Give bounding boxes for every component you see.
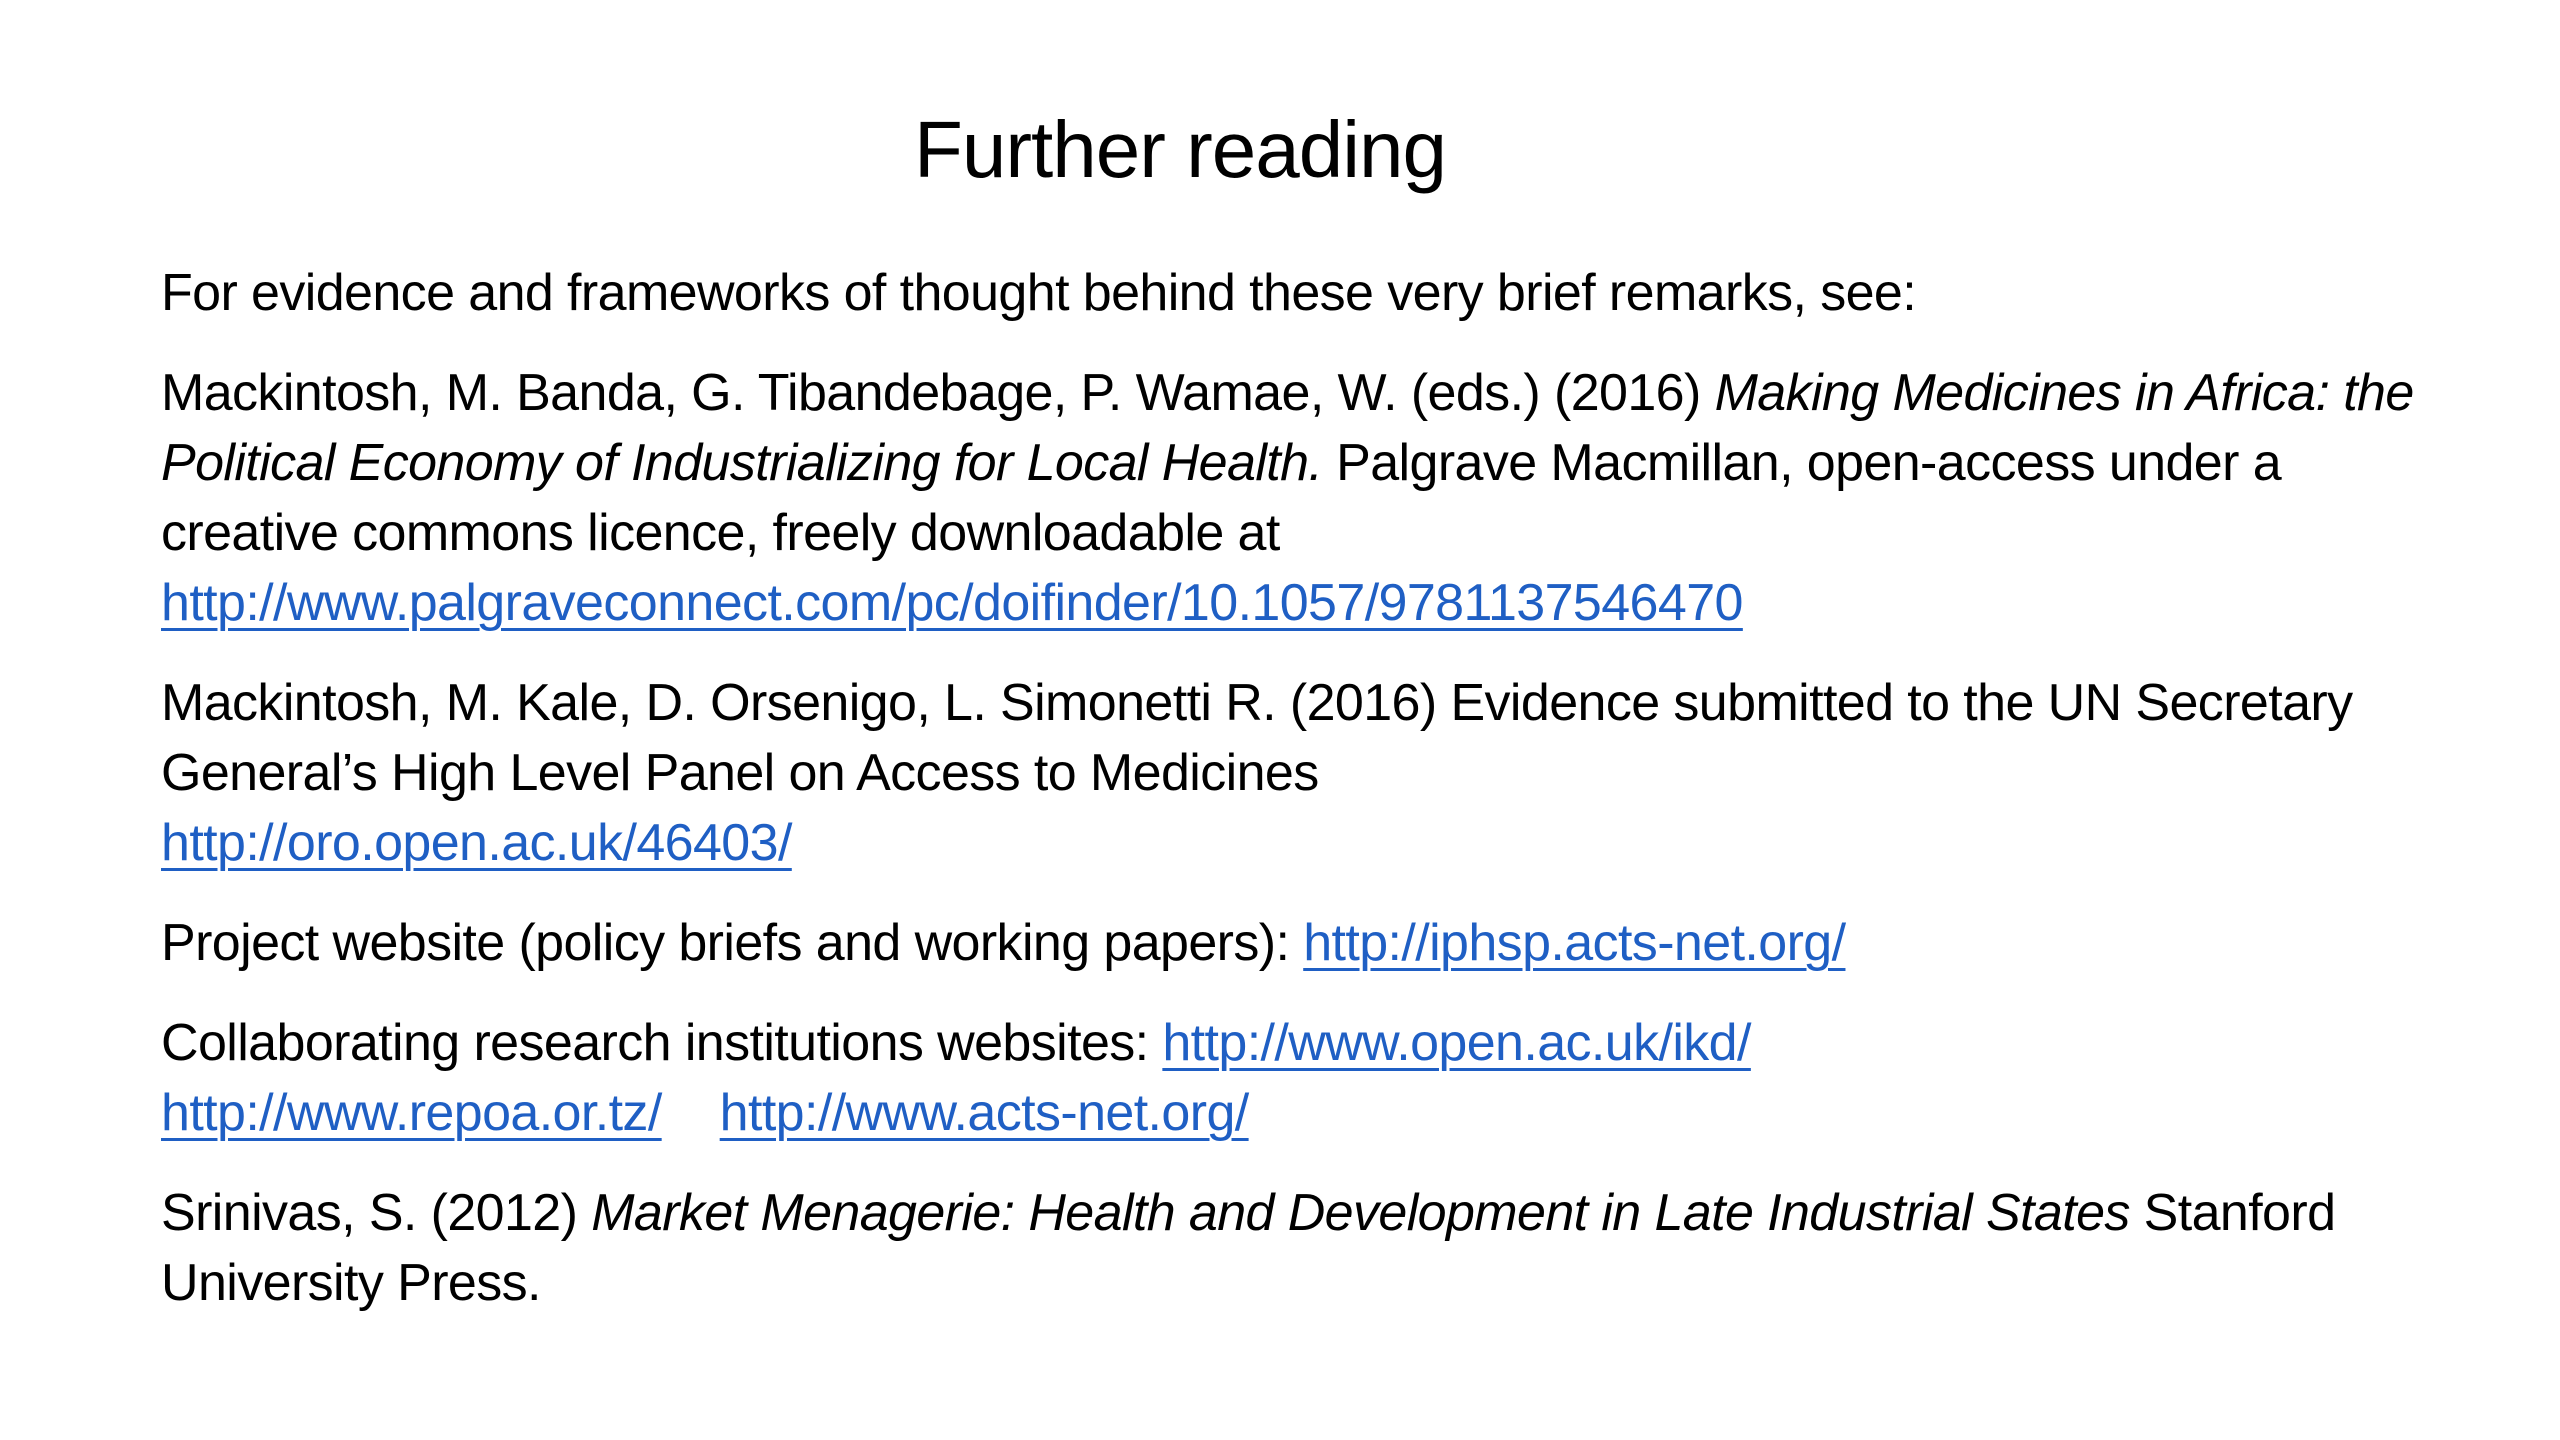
reference-2-text: Mackintosh, M. Kale, D. Orsenigo, L. Simonetti R. (2016) Evidence submitted to the UN Secretary General’s High Level Panel on Access to Medicines <box>161 674 2353 802</box>
slide-body <box>161 258 2421 1348</box>
repoa-link[interactable]: http://www.repoa.or.tz/ <box>161 1084 662 1142</box>
project-website <box>161 908 2421 978</box>
reference-1 <box>161 358 2421 638</box>
iphsp-link[interactable]: http://iphsp.acts-net.org/ <box>1303 914 1846 972</box>
acts-net-link[interactable]: http://www.acts-net.org/ <box>719 1084 1249 1142</box>
reference-srinivas-publisher: Stanford University Press. <box>161 1184 2336 1312</box>
collaborating-institutions <box>161 1008 2421 1148</box>
reference-1-publisher: Palgrave Macmillan, open-access under a creative commons licence, freely downloadable at <box>161 434 2282 562</box>
slide-title: Further reading <box>914 105 1446 194</box>
intro-text: For evidence and frameworks of thought behind these very brief remarks, see: <box>161 264 1917 322</box>
reference-srinivas-title: Market Menagerie: Health and Development in Late Industrial States <box>591 1184 2130 1242</box>
oro-link[interactable]: http://oro.open.ac.uk/46403/ <box>161 814 792 872</box>
reference-1-authors: Mackintosh, M. Banda, G. Tibandebage, P. Wamae, W. (eds.) (2016) <box>161 364 1715 422</box>
reference-srinivas-authors: Srinivas, S. (2012) <box>161 1184 592 1242</box>
collaborating-institutions-label: Collaborating research institutions websites: <box>161 1014 1163 1072</box>
reference-2 <box>161 668 2421 878</box>
reference-srinivas <box>161 1178 2421 1318</box>
reference-1-title: Making Medicines in Africa: the Political Economy of Industrializing for Local Health. <box>161 364 2414 492</box>
open-ac-ikd-link[interactable]: http://www.open.ac.uk/ikd/ <box>1162 1014 1751 1072</box>
project-website-label: Project website (policy briefs and working papers): <box>161 914 1304 972</box>
palgrave-link[interactable]: http://www.palgraveconnect.com/pc/doifinder/10.1057/9781137546470 <box>161 574 1743 632</box>
